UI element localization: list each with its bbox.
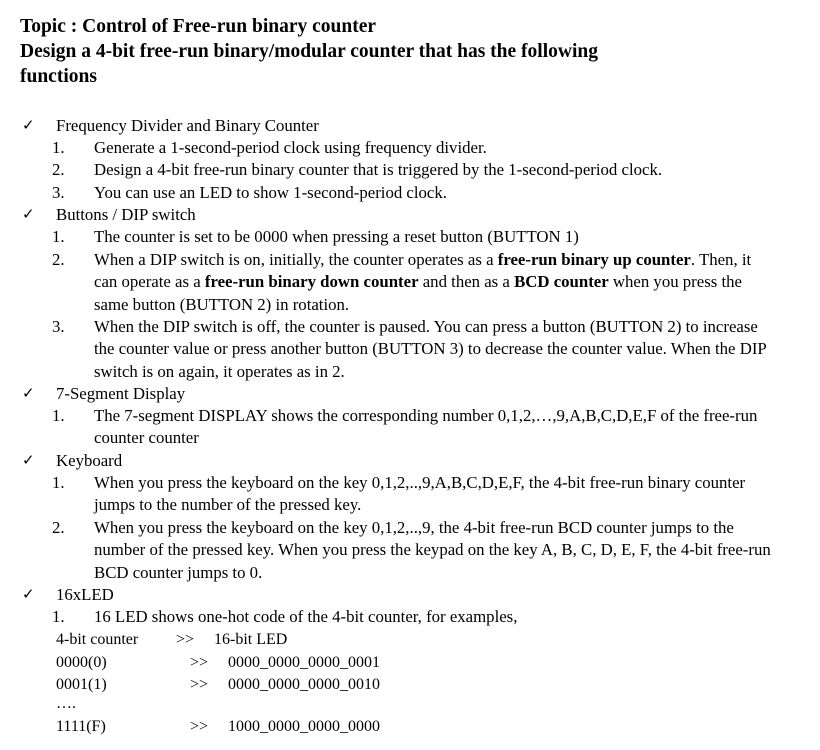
table-header-led: 16-bit LED — [214, 631, 288, 648]
document-header — [20, 14, 810, 89]
text-segment: . Then, it can operate as a — [94, 250, 752, 292]
check-mark-icon: ✓ — [22, 207, 35, 223]
text-segment: and then as a — [418, 272, 515, 292]
bold-text-segment: free-run binary up counter — [497, 250, 691, 269]
item-text: When you press the keyboard on the key 0,1,2,..,9,A,B,C,D,E,F, the 4-bit free-run binary counter jumps to the number of the pressed key. — [94, 473, 746, 515]
topic-heading: Topic : Control of Free-run binary counter — [20, 16, 377, 37]
section-title-16xled: 16xLED — [56, 585, 114, 604]
item-text: Generate a 1-second-period clock using frequency divider. — [94, 138, 487, 157]
table-cell-counter: 0001(1) — [56, 676, 107, 693]
check-mark-icon: ✓ — [22, 386, 35, 402]
table-cell-counter: 1111(F) — [56, 718, 106, 735]
item-number: 2. — [52, 160, 65, 179]
section-title-keyboard: Keyboard — [56, 451, 123, 470]
item-number: 3. — [52, 317, 65, 336]
item-number: 2. — [52, 250, 65, 269]
item-number: 1. — [52, 607, 65, 626]
item-text: The 7-segment DISPLAY shows the corresponding number 0,1,2,…,9,A,B,C,D,E,F of the free-run counter counter — [94, 406, 758, 448]
item-number: 1. — [52, 138, 65, 157]
item-text: The counter is set to be 0000 when pressing a reset button (BUTTON 1) — [94, 227, 579, 246]
item-number: 3. — [52, 183, 65, 202]
table-header-arrow: >> — [176, 631, 195, 648]
item-text: 16 LED shows one-hot code of the 4-bit counter, for examples, — [94, 607, 518, 626]
item-text — [94, 249, 774, 316]
section-title-frequency-divider: Frequency Divider and Binary Counter — [56, 116, 319, 135]
table-cell-led: 0000_0000_0000_0010 — [228, 676, 380, 693]
table-cell-arrow: >> — [190, 676, 209, 693]
table-cell-arrow: >> — [190, 654, 209, 671]
check-mark-icon: ✓ — [22, 453, 35, 469]
item-number: 1. — [52, 473, 65, 492]
design-heading-line2: functions — [20, 66, 97, 87]
table-cell-led: 0000_0000_0000_0001 — [228, 654, 380, 671]
check-mark-icon: ✓ — [22, 118, 35, 134]
item-text: You can use an LED to show 1-second-period clock. — [94, 183, 447, 202]
table-header-counter: 4-bit counter — [56, 631, 139, 648]
item-text: Design a 4-bit free-run binary counter that is triggered by the 1-second-period clock. — [94, 160, 663, 179]
table-ellipsis: …. — [56, 695, 76, 712]
text-segment: When a DIP switch is on, initially, the counter operates as a — [94, 250, 498, 269]
item-text: When the DIP switch is off, the counter is paused. You can press a button (BUTTON 2) to increase the counter value or press another button (BUTTON 3) to decrease the counter value. When the DIP switch is on again, it operates as in 2. — [94, 317, 767, 381]
bold-text-segment: BCD counter — [514, 272, 609, 292]
table-cell-arrow: >> — [190, 718, 209, 735]
item-number: 2. — [52, 518, 65, 537]
item-text: When you press the keyboard on the key 0,1,2,..,9, the 4-bit free-run BCD counter jumps to the number of the pressed key. When you press the keypad on the key A, B, C, D, E, F, the 4-bit free-run BCD counter jumps to 0. — [94, 518, 771, 582]
section-title-buttons-dip: Buttons / DIP switch — [56, 205, 196, 224]
design-heading-line1: Design a 4-bit free-run binary/modular counter that has the following — [20, 41, 598, 62]
section-title-7-segment: 7-Segment Display — [56, 384, 186, 403]
table-cell-led: 1000_0000_0000_0000 — [228, 718, 380, 735]
bold-text-segment: free-run binary down counter — [204, 272, 419, 292]
item-number: 1. — [52, 406, 65, 425]
text-segment: when you press the same button (BUTTON 2) in rotation. — [94, 272, 742, 314]
item-number: 1. — [52, 227, 65, 246]
check-mark-icon: ✓ — [22, 587, 35, 603]
table-cell-counter: 0000(0) — [56, 654, 107, 671]
